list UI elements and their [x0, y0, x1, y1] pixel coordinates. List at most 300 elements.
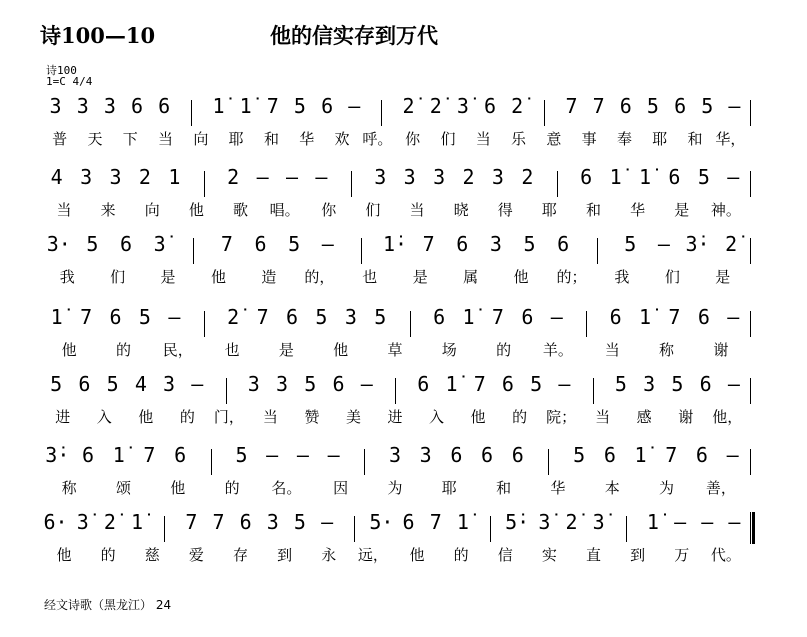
note: 6 — [501, 372, 514, 396]
note: 6 — [450, 443, 463, 467]
note: 5 — [624, 232, 637, 256]
lyric-syllable: 信 — [497, 546, 513, 564]
hymn-number: 诗100—10 — [40, 23, 156, 48]
lyric-syllable: 华 — [630, 201, 646, 219]
lyric-syllable: 造 — [261, 268, 277, 286]
note: 3 — [247, 372, 260, 396]
lyric-syllable: 当 — [595, 408, 611, 426]
note: 1̇ — [212, 94, 225, 118]
bar-line — [364, 449, 365, 475]
bar-line — [750, 100, 751, 126]
lyric-syllable: 入 — [429, 408, 445, 426]
note: 5 — [304, 372, 317, 396]
note: 6 — [131, 94, 144, 118]
bar-line — [750, 238, 751, 264]
score-system — [0, 165, 807, 225]
footer-source: 经文诗歌（黑龙江） 24 — [44, 598, 172, 612]
lyric-syllable: 他 — [56, 546, 72, 564]
lyric-syllable: 欢 — [334, 130, 350, 148]
note: 3 — [433, 165, 446, 189]
note: 7 — [422, 232, 435, 256]
note: – — [550, 305, 563, 329]
bar-line — [750, 449, 751, 475]
note: 6 — [619, 94, 632, 118]
note: 2̇ — [511, 94, 524, 118]
note: 5̇· — [505, 510, 530, 534]
note: 1̇ — [445, 372, 458, 396]
bar-line — [204, 311, 205, 337]
note: 6 — [557, 232, 570, 256]
note: 6 — [456, 232, 469, 256]
lyric-syllable: 本 — [604, 479, 620, 497]
note: 3 — [266, 510, 279, 534]
note: 5 — [573, 443, 586, 467]
lyric-syllable: 的 — [179, 408, 195, 426]
notes-row — [0, 305, 807, 333]
note: – — [266, 443, 279, 467]
lyric-syllable: 存 — [233, 546, 249, 564]
lyric-syllable: 民， — [162, 341, 193, 359]
note: 3̇ — [456, 94, 469, 118]
lyric-syllable: 直 — [586, 546, 602, 564]
note: 1̇ — [131, 510, 144, 534]
bar-line — [750, 378, 751, 404]
lyric-syllable: 是 — [715, 268, 731, 286]
note: 2̇ — [227, 305, 240, 329]
note: 6 — [254, 232, 267, 256]
note: 7 — [80, 305, 93, 329]
note: 6 — [239, 510, 252, 534]
lyric-syllable: 得 — [497, 201, 513, 219]
note: 6 — [668, 165, 681, 189]
lyric-syllable: 唱。 — [269, 201, 300, 219]
lyric-syllable: 神。 — [710, 201, 741, 219]
lyric-syllable: 他， — [712, 408, 743, 426]
lyric-syllable: 赞 — [304, 408, 320, 426]
note: 2 — [227, 165, 240, 189]
note: 1̇ — [639, 165, 652, 189]
note: 5 — [293, 510, 306, 534]
note: 1̇ — [112, 443, 125, 467]
note: – — [296, 443, 309, 467]
lyric-syllable: 华 — [550, 479, 566, 497]
lyric-syllable: 你 — [405, 130, 421, 148]
bar-line — [204, 171, 205, 197]
note: – — [728, 510, 741, 534]
bar-line — [586, 311, 587, 337]
note: 6 — [695, 443, 708, 467]
note: – — [321, 232, 334, 256]
lyric-syllable: 也 — [362, 268, 378, 286]
lyric-syllable: 意 — [546, 130, 562, 148]
notes-row — [0, 94, 807, 122]
note: – — [256, 165, 269, 189]
lyric-syllable: 远， — [357, 546, 388, 564]
note: – — [727, 165, 740, 189]
note: 2̇ — [402, 94, 415, 118]
bar-line — [410, 311, 411, 337]
note: 3 — [374, 165, 387, 189]
note: 7 — [143, 443, 156, 467]
lyric-syllable: 颂 — [115, 479, 131, 497]
lyric-syllable: 天 — [87, 130, 103, 148]
note: 3· — [46, 232, 71, 256]
note: 6 — [699, 372, 712, 396]
note: 5 — [374, 305, 387, 329]
note: – — [657, 232, 670, 256]
note: 3 — [403, 165, 416, 189]
lyric-syllable: 是 — [278, 341, 294, 359]
lyric-syllable: 名。 — [271, 479, 302, 497]
lyric-syllable: 万 — [674, 546, 690, 564]
notes-row — [0, 165, 807, 193]
lyric-syllable: 感 — [636, 408, 652, 426]
lyric-syllable: 爱 — [188, 546, 204, 564]
note: – — [348, 94, 361, 118]
bar-line — [544, 100, 545, 126]
lyric-syllable: 耶 — [652, 130, 668, 148]
lyric-syllable: 的 — [224, 479, 240, 497]
lyric-syllable: 当 — [262, 408, 278, 426]
lyric-syllable: 们 — [365, 201, 381, 219]
note: 1̇ — [50, 305, 63, 329]
note: 3 — [49, 94, 62, 118]
lyric-syllable: 慈 — [144, 546, 160, 564]
note: 2 — [521, 165, 534, 189]
bar-line — [597, 238, 598, 264]
note: 3̇· — [685, 232, 710, 256]
notes-row — [0, 372, 807, 400]
note: 3̇ — [153, 232, 166, 256]
bar-line — [750, 171, 751, 197]
note: 7 — [565, 94, 578, 118]
lyric-syllable: 到 — [630, 546, 646, 564]
lyric-syllable: 当 — [409, 201, 425, 219]
lyric-syllable: 称 — [61, 479, 77, 497]
lyric-syllable: 和 — [263, 130, 279, 148]
bar-line — [193, 238, 194, 264]
note: 1̇ — [456, 510, 469, 534]
note: 6 — [603, 443, 616, 467]
bar-line — [593, 378, 594, 404]
note: 1̇ — [634, 443, 647, 467]
lyric-syllable: 我 — [614, 268, 630, 286]
note: 7 — [429, 510, 442, 534]
lyric-syllable: 草 — [387, 341, 403, 359]
note: 2 — [138, 165, 151, 189]
hymn-title: 他的信实存到万代 — [270, 23, 438, 48]
score-system — [0, 94, 807, 154]
lyric-syllable: 场 — [441, 341, 457, 359]
note: 2 — [462, 165, 475, 189]
lyric-syllable: 的， — [304, 268, 335, 286]
note: 5 — [646, 94, 659, 118]
lyrics-row — [0, 128, 807, 152]
lyric-syllable: 进 — [55, 408, 71, 426]
lyric-syllable: 他 — [333, 341, 349, 359]
score-system — [0, 305, 807, 365]
note: 6 — [511, 443, 524, 467]
lyric-syllable: 的； — [556, 268, 587, 286]
note: 6 — [120, 232, 133, 256]
lyric-syllable: 属 — [463, 268, 479, 286]
note: 5 — [288, 232, 301, 256]
final-bar-line — [750, 512, 755, 544]
bar-line — [351, 171, 352, 197]
lyric-syllable: 谢 — [713, 341, 729, 359]
source-label: 诗100 — [46, 64, 77, 77]
note: 1̇ — [639, 305, 652, 329]
lyric-syllable: 耶 — [541, 201, 557, 219]
lyric-syllable: 他 — [188, 201, 204, 219]
lyric-syllable: 的 — [512, 408, 528, 426]
note: 6 — [78, 372, 91, 396]
note: – — [558, 372, 571, 396]
note: – — [674, 510, 687, 534]
note: – — [701, 510, 714, 534]
note: 5 — [235, 443, 248, 467]
lyric-syllable: 当 — [56, 201, 72, 219]
note: – — [360, 372, 373, 396]
notes-row — [0, 443, 807, 471]
lyric-syllable: 的 — [115, 341, 131, 359]
note: 3 — [103, 94, 116, 118]
note: 3̇ — [538, 510, 551, 534]
lyrics-row — [0, 199, 807, 223]
note: 2̇ — [725, 232, 738, 256]
lyric-syllable: 的 — [100, 546, 116, 564]
note: 1̇ — [646, 510, 659, 534]
lyric-syllable: 和 — [496, 479, 512, 497]
lyric-syllable: 永 — [321, 546, 337, 564]
lyric-syllable: 院； — [546, 408, 577, 426]
lyric-syllable: 门， — [213, 408, 244, 426]
lyric-syllable: 入 — [96, 408, 112, 426]
lyric-syllable: 为 — [659, 479, 675, 497]
note: 7 — [665, 443, 678, 467]
note: 1̇ — [609, 165, 622, 189]
note: 3 — [643, 372, 656, 396]
lyric-syllable: 华 — [299, 130, 315, 148]
note: 5 — [530, 372, 543, 396]
lyrics-row — [0, 339, 807, 363]
lyric-syllable: 奉 — [616, 130, 632, 148]
note: 6 — [697, 305, 710, 329]
score-system — [0, 372, 807, 432]
note: 6 — [332, 372, 345, 396]
note: 7 — [212, 510, 225, 534]
note: – — [191, 372, 204, 396]
note: 5· — [369, 510, 394, 534]
lyric-syllable: 的 — [496, 341, 512, 359]
note: 6 — [174, 443, 187, 467]
bar-line — [490, 516, 491, 542]
lyric-syllable: 事 — [581, 130, 597, 148]
note: 7 — [185, 510, 198, 534]
lyric-syllable: 耶 — [228, 130, 244, 148]
note: 3 — [76, 94, 89, 118]
score-system — [0, 443, 807, 503]
note: – — [726, 443, 739, 467]
note: 5 — [106, 372, 119, 396]
score-system — [0, 510, 807, 570]
note: – — [168, 305, 181, 329]
lyric-syllable: 耶 — [441, 479, 457, 497]
note: – — [728, 94, 741, 118]
note: 6· — [43, 510, 68, 534]
note: 3 — [80, 165, 93, 189]
bar-line — [626, 516, 627, 542]
lyric-syllable: 普 — [52, 130, 68, 148]
note: 6 — [402, 510, 415, 534]
lyric-syllable: 向 — [193, 130, 209, 148]
lyric-syllable: 乐 — [511, 130, 527, 148]
lyric-syllable: 谢 — [678, 408, 694, 426]
note: 7 — [220, 232, 233, 256]
bar-line — [354, 516, 355, 542]
note: 3 — [489, 232, 502, 256]
note: 3 — [419, 443, 432, 467]
bar-line — [361, 238, 362, 264]
note: 3 — [163, 372, 176, 396]
bar-line — [548, 449, 549, 475]
note: 5 — [86, 232, 99, 256]
bar-line — [191, 100, 192, 126]
lyric-syllable: 他 — [470, 408, 486, 426]
score-system — [0, 232, 807, 292]
note: 6 — [158, 94, 171, 118]
lyric-syllable: 是 — [674, 201, 690, 219]
note: 1̇· — [382, 232, 408, 256]
lyric-syllable: 也 — [224, 341, 240, 359]
note: 6 — [321, 94, 334, 118]
lyric-syllable: 和 — [586, 201, 602, 219]
notes-row — [0, 510, 807, 538]
lyric-syllable: 到 — [277, 546, 293, 564]
note: – — [727, 372, 740, 396]
note: 5 — [523, 232, 536, 256]
key-signature: 1=C 4/4 — [46, 75, 93, 88]
note: 1̇ — [462, 305, 475, 329]
lyric-syllable: 们 — [664, 268, 680, 286]
lyric-syllable: 美 — [345, 408, 361, 426]
bar-line — [395, 378, 396, 404]
note: 3 — [491, 165, 504, 189]
note: 3̇ — [592, 510, 605, 534]
note: – — [727, 305, 740, 329]
note: 6 — [286, 305, 299, 329]
note: 3 — [276, 372, 289, 396]
lyric-syllable: 实 — [541, 546, 557, 564]
bar-line — [211, 449, 212, 475]
lyric-syllable: 他 — [170, 479, 186, 497]
lyrics-row — [0, 477, 807, 501]
lyric-syllable: 当 — [604, 341, 620, 359]
lyric-syllable: 向 — [144, 201, 160, 219]
lyric-syllable: 们 — [110, 268, 126, 286]
lyric-syllable: 们 — [440, 130, 456, 148]
note: 6 — [82, 443, 95, 467]
note: 1̇ — [239, 94, 252, 118]
lyric-syllable: 我 — [59, 268, 75, 286]
note: 5 — [293, 94, 306, 118]
note: 5 — [50, 372, 63, 396]
note: 4 — [134, 372, 147, 396]
lyrics-row — [0, 266, 807, 290]
note: – — [315, 165, 328, 189]
note: 6 — [484, 94, 497, 118]
lyric-syllable: 歌 — [233, 201, 249, 219]
lyric-syllable: 华， — [715, 130, 746, 148]
lyric-syllable: 的 — [453, 546, 469, 564]
note: 2̇ — [429, 94, 442, 118]
bar-line — [750, 311, 751, 337]
lyric-syllable: 称 — [659, 341, 675, 359]
lyric-syllable: 羊。 — [542, 341, 573, 359]
note: 7 — [266, 94, 279, 118]
note: 6 — [109, 305, 122, 329]
note: – — [321, 510, 334, 534]
note: – — [286, 165, 299, 189]
bar-line — [226, 378, 227, 404]
note: 6 — [521, 305, 534, 329]
note: 5 — [671, 372, 684, 396]
note: 5 — [315, 305, 328, 329]
note: 7 — [491, 305, 504, 329]
bar-line — [381, 100, 382, 126]
note: 5 — [138, 305, 151, 329]
lyric-syllable: 是 — [412, 268, 428, 286]
note: 2̇ — [103, 510, 116, 534]
note: 5 — [614, 372, 627, 396]
lyric-syllable: 和 — [687, 130, 703, 148]
lyric-syllable: 善， — [705, 479, 736, 497]
note: 7 — [256, 305, 269, 329]
note: 3̇ — [76, 510, 89, 534]
note: 5 — [697, 165, 710, 189]
note: 6 — [417, 372, 430, 396]
lyric-syllable: 他 — [409, 546, 425, 564]
note: 7 — [592, 94, 605, 118]
lyric-syllable: 代。 — [710, 546, 741, 564]
lyric-syllable: 晓 — [453, 201, 469, 219]
note: 1 — [168, 165, 181, 189]
lyric-syllable: 进 — [387, 408, 403, 426]
note: 6 — [433, 305, 446, 329]
lyric-syllable: 下 — [122, 130, 138, 148]
lyric-syllable: 你 — [321, 201, 337, 219]
note: 7 — [473, 372, 486, 396]
bar-line — [164, 516, 165, 542]
lyric-syllable: 当 — [475, 130, 491, 148]
lyric-syllable: 因 — [333, 479, 349, 497]
lyric-syllable: 他 — [61, 341, 77, 359]
bar-line — [557, 171, 558, 197]
note: 6 — [580, 165, 593, 189]
lyrics-row — [0, 406, 807, 430]
note: 7 — [668, 305, 681, 329]
lyric-syllable: 他 — [210, 268, 226, 286]
lyric-syllable: 他 — [513, 268, 529, 286]
note: 3 — [109, 165, 122, 189]
note: 3 — [344, 305, 357, 329]
note: 2̇ — [565, 510, 578, 534]
note: 6 — [674, 94, 687, 118]
notes-row — [0, 232, 807, 260]
lyric-syllable: 呼。 — [362, 130, 393, 148]
note: – — [327, 443, 340, 467]
note: 3 — [388, 443, 401, 467]
